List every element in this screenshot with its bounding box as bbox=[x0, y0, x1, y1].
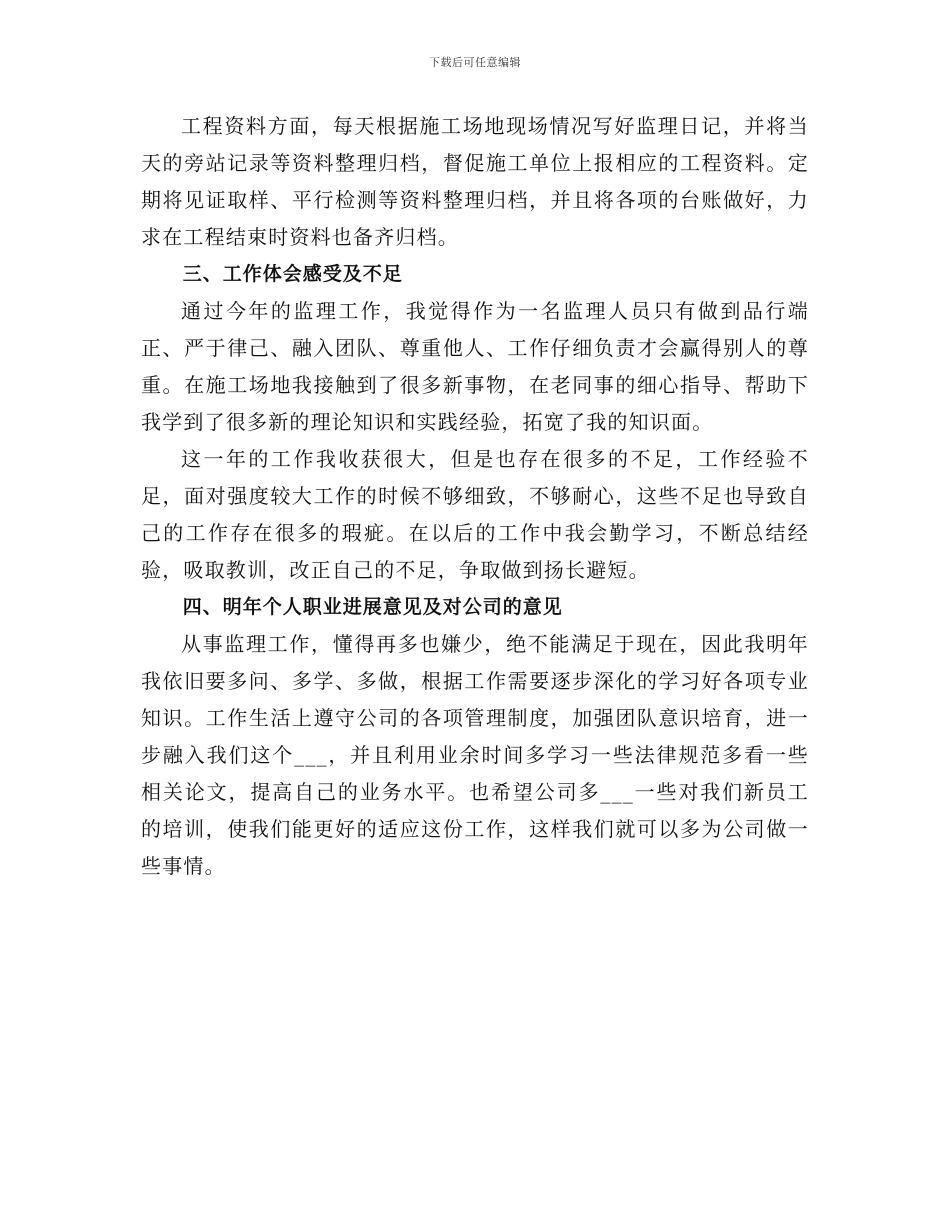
section-heading-4: 四、明年个人职业进展意见及对公司的意见 bbox=[182, 596, 563, 618]
paragraph-engineering-records: 工程资料方面，每天根据施工场地现场情况写好监理日记，并将当天的旁站记录等资料整理归档，督促施工单位上报相应的工程资料。定期将见证取样、平行检测等资料整理归档，并且将各项的台账做好，力求在工程结束时资料也备齐归档。 bbox=[141, 114, 809, 249]
paragraph-next-year-plan: 从事监理工作，懂得再多也嫌少，绝不能满足于现在，因此我明年我依旧要多问、多学、多做，根据工作需要逐步深化的学习好各项专业知识。工作生活上遵守公司的各项管理制度，加强团队意识培育，进一步融入我们这个___，并且利用业余时间多学习一些法律规范多看一些相关论文，提高自己的业务水平。也希望公司多___一些对我们新员工的培训，使我们能更好的适应这份工作，这样我们就可以多为公司做一些事情。 bbox=[141, 632, 809, 878]
paragraph-shortcomings: 这一年的工作我收获很大，但是也存在很多的不足，工作经验不足，面对强度较大工作的时候不够细致，不够耐心，这些不足也导致自己的工作存在很多的瑕疵。在以后的工作中我会勤学习，不断总结经验，吸取教训，改正自己的不足，争取做到扬长避短。 bbox=[141, 447, 809, 582]
document-body bbox=[141, 108, 809, 885]
page-header: 下载后可任意编辑 bbox=[429, 56, 521, 69]
paragraph-work-experience: 通过今年的监理工作，我觉得作为一名监理人员只有做到品行端正、严于律己、融入团队、尊重他人、工作仔细负责才会赢得别人的尊重。在施工场地我接触到了很多新事物，在老同事的细心指导、帮助下我学到了很多新的理论知识和实践经验，拓宽了我的知识面。 bbox=[141, 299, 809, 434]
section-heading-3: 三、工作体会感受及不足 bbox=[182, 263, 403, 285]
